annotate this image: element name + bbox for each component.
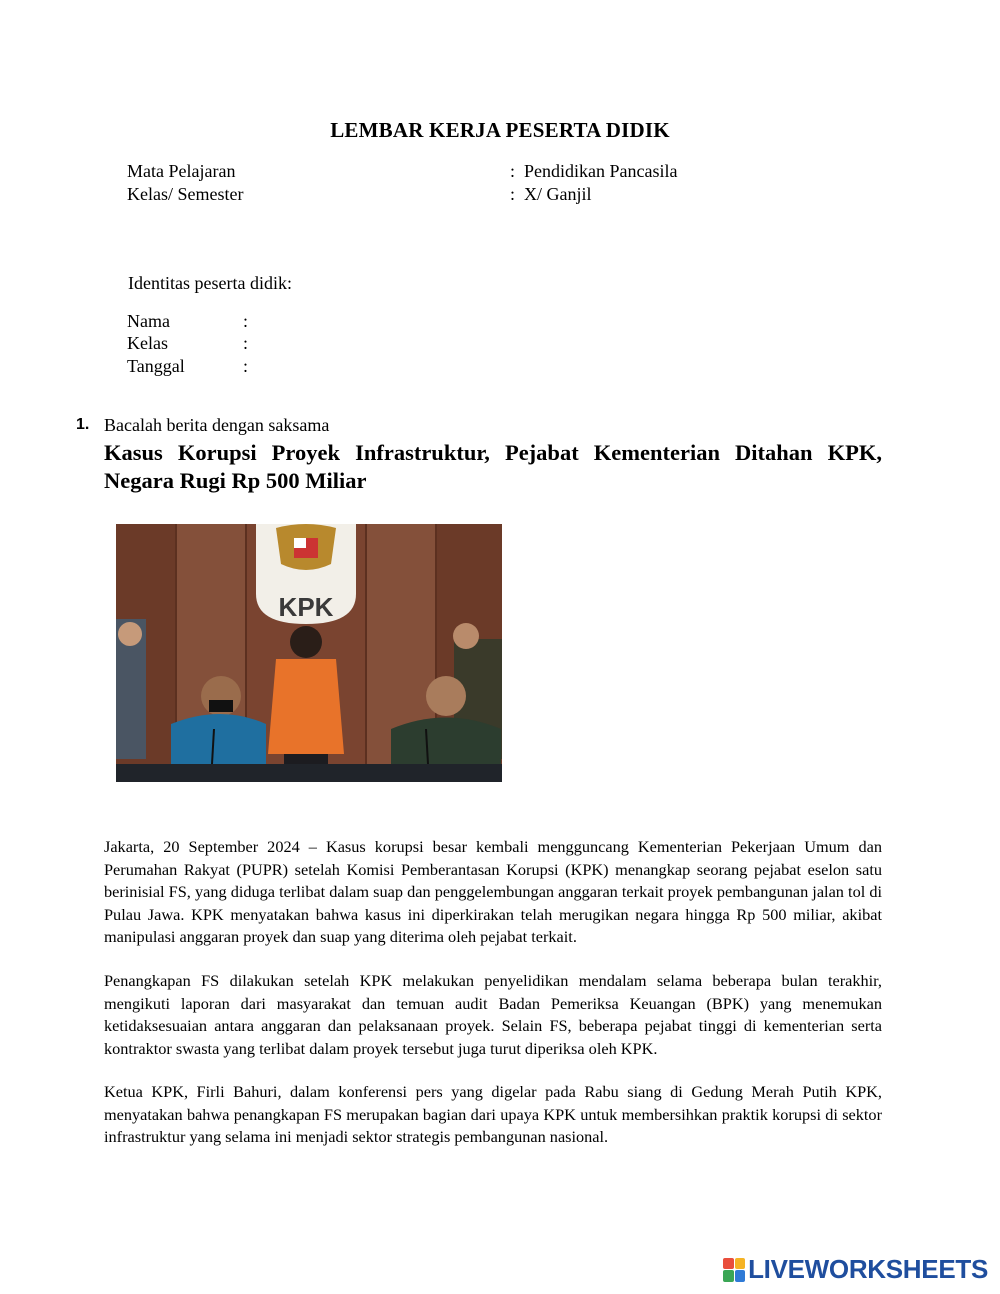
identity-heading: Identitas peserta didik: <box>128 273 292 293</box>
class-semester-value: X/ Ganjil <box>524 184 592 204</box>
identity-field-label: Tanggal <box>127 356 185 376</box>
kpk-sign: KPK <box>278 592 334 622</box>
class-semester-separator: : <box>510 184 516 204</box>
liveworksheets-wordmark: LIVEWORKSHEETS <box>748 1254 988 1284</box>
liveworksheets-logo-icon <box>723 1258 745 1282</box>
subject-separator: : <box>510 161 516 181</box>
identity-field-separator: : <box>243 311 249 331</box>
news-paragraph: Jakarta, 20 September 2024 – Kasus korupsi besar kembali mengguncang Kementerian Pekerjaan Umum dan Perumahan Rakyat (PUPR) setelah Komisi Pemberantasan Korupsi (KPK) menangkap seorang pejabat eselon satu berinisial FS, yang diduga terlibat dalam suap dan penggelembungan anggaran terkait proyek pembangunan jalan tol di Pulau Jawa. KPK menyatakan bahwa kasus ini diperkirakan telah merugikan negara hingga Rp 500 miliar, akibat manipulasi anggaran proyek dan suap yang diterima oleh pejabat terkait. <box>104 837 882 946</box>
question-number: 1. <box>76 416 90 433</box>
subject-value: Pendidikan Pancasila <box>524 161 678 181</box>
news-paragraph: Ketua KPK, Firli Bahuri, dalam konferensi pers yang digelar pada Rabu siang di Gedung Merah Putih KPK, menyatakan bahwa penangkapan FS merupakan bagian dari upaya KPK untuk membersihkan praktik korupsi di sektor infrastruktur yang selama ini menjadi sektor strategis pembangunan nasional. <box>104 1082 882 1146</box>
news-paragraph: Penangkapan FS dilakukan setelah KPK melakukan penyelidikan mendalam selama beberapa bulan terakhir, mengikuti laporan dari masyarakat dan temuan audit Badan Pemeriksa Keuangan (BPK) yang menemukan ketidaksesuaian antara anggaran dan pelaksanaan proyek. Selain FS, beberapa pejabat tinggi di kementerian serta kontraktor swasta yang terlibat dalam proyek tersebut juga turut diperiksa oleh KPK. <box>104 971 882 1058</box>
question-instruction: Bacalah berita dengan saksama <box>104 415 330 435</box>
news-photo <box>116 524 502 782</box>
news-headline: Kasus Korupsi Proyek Infrastruktur, Pejabat Kementerian Ditahan KPK, Negara Rugi Rp 500 Miliar <box>104 440 882 493</box>
identity-field-separator: : <box>243 356 249 376</box>
identity-field-separator: : <box>243 333 249 353</box>
subject-label: Mata Pelajaran <box>127 161 236 181</box>
identity-field-label: Kelas <box>127 333 168 353</box>
subject-row <box>127 160 827 183</box>
class-semester-row <box>127 183 827 206</box>
page-title: LEMBAR KERJA PESERTA DIDIK <box>330 118 670 142</box>
liveworksheets-brand[interactable] <box>723 1254 988 1285</box>
class-semester-label: Kelas/ Semester <box>127 184 244 204</box>
identity-field-label: Nama <box>127 311 170 331</box>
